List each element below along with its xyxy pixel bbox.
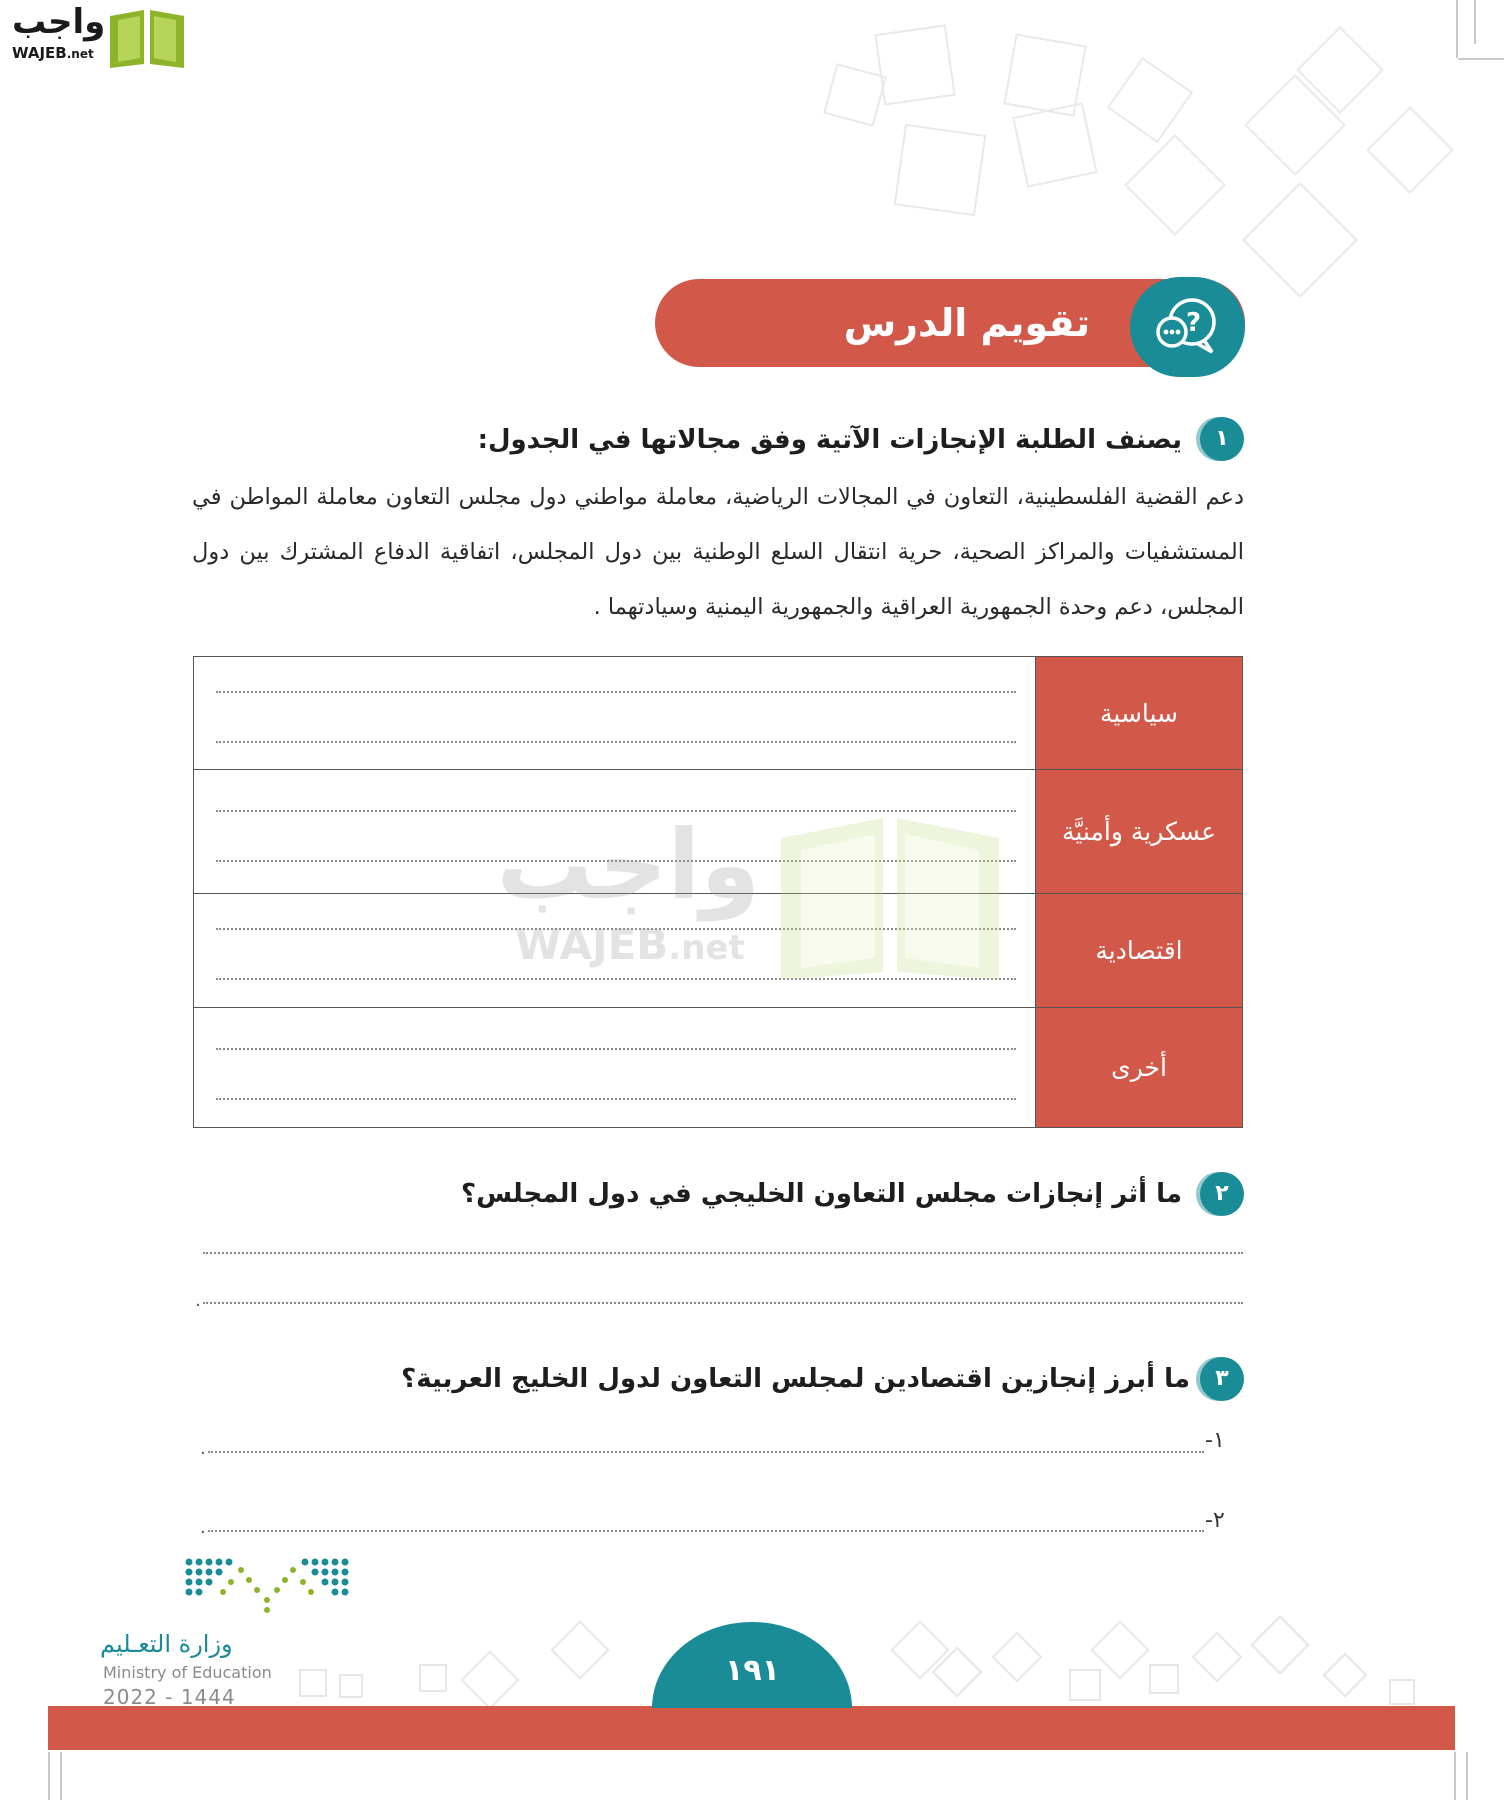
logo-suffix: .net	[66, 47, 94, 61]
row-label-political: سياسية	[1035, 657, 1242, 769]
crop-mark	[1454, 1752, 1456, 1800]
answer-line[interactable]	[216, 691, 1016, 693]
line-end-dot: .	[200, 1517, 206, 1538]
speech-bubbles-question-icon	[1152, 292, 1224, 362]
watermark-text-en	[515, 920, 745, 969]
line-end-dot: .	[195, 1290, 201, 1311]
ministry-name-en: Ministry of Education	[103, 1663, 272, 1682]
ministry-year: 2022 - 1444	[103, 1685, 236, 1709]
answer-line[interactable]	[208, 1451, 1204, 1453]
logo-text-ar: واجب	[12, 2, 106, 42]
svg-text:?: ?	[1186, 308, 1202, 338]
question-number-2: ٢	[1200, 1172, 1244, 1216]
watermark	[496, 809, 1010, 990]
book-logo-icon	[106, 6, 188, 68]
page-number: ١٩١	[725, 1653, 780, 1688]
ministry-logo-icon	[183, 1556, 351, 1616]
row-label-military: عسكرية وأمنيَّة	[1035, 770, 1242, 893]
question-number-1: ١	[1200, 417, 1244, 461]
logo-text-en	[12, 44, 94, 62]
question-number-3: ٣	[1200, 1357, 1244, 1401]
question-2-prompt: ما أثر إنجازات مجلس التعاون الخليجي في دول المجلس؟	[461, 1179, 1182, 1209]
line-end-dot: .	[200, 1438, 206, 1459]
watermark-text-ar: واجب	[496, 809, 760, 921]
table-row	[194, 657, 1242, 769]
site-logo[interactable]	[8, 2, 190, 68]
logo-en: WAJEB	[12, 44, 67, 62]
crop-mark	[1456, 0, 1458, 58]
question-3-prompt: ما أبرز إنجازين اقتصادين لمجلس التعاون لدول الخليج العربية؟	[401, 1364, 1190, 1394]
watermark-en: WAJEB	[515, 920, 669, 969]
crop-mark	[60, 1752, 62, 1800]
answer-line[interactable]	[216, 1048, 1016, 1050]
answer-item-2-label: ٢-	[1205, 1508, 1225, 1533]
crop-mark	[1474, 0, 1476, 44]
answer-line[interactable]	[216, 1098, 1016, 1100]
answer-line[interactable]	[208, 1530, 1204, 1532]
crop-mark	[48, 1752, 50, 1800]
banner-icon-badge	[1130, 277, 1245, 377]
ministry-name-ar: وزارة التعـليم	[100, 1630, 233, 1658]
crop-mark	[1466, 1752, 1468, 1800]
answer-line[interactable]	[203, 1302, 1243, 1304]
crop-mark	[1458, 58, 1504, 60]
answer-item-1-label: ١-	[1205, 1428, 1225, 1453]
row-label-other: أخرى	[1035, 1008, 1242, 1127]
watermark-suffix: .net	[668, 928, 745, 968]
answer-line[interactable]	[216, 741, 1016, 743]
row-label-economic: اقتصادية	[1035, 894, 1242, 1007]
question-1-prompt: يصنف الطلبة الإنجازات الآتية وفق مجالاتها في الجدول:	[477, 425, 1182, 455]
book-watermark-icon	[775, 810, 1005, 980]
footer-bar	[48, 1706, 1455, 1750]
lesson-title: تقويم الدرس العشرين	[843, 301, 1090, 433]
question-1-body: دعم القضية الفلسطينية، التعاون في المجالات الرياضية، معاملة مواطني دول مجلس التعاون معاملة المواطن في المستشفيات والمراكز الصحية، حرية انتقال السلع الوطنية بين دول المجلس، اتفاقية الدفاع المشترك بين دول المجلس، دعم وحدة الجمهورية العراقية والجمهورية اليمنية وسيادتهما .	[192, 484, 1244, 620]
answer-line[interactable]	[203, 1252, 1243, 1254]
table-row	[194, 1007, 1242, 1127]
